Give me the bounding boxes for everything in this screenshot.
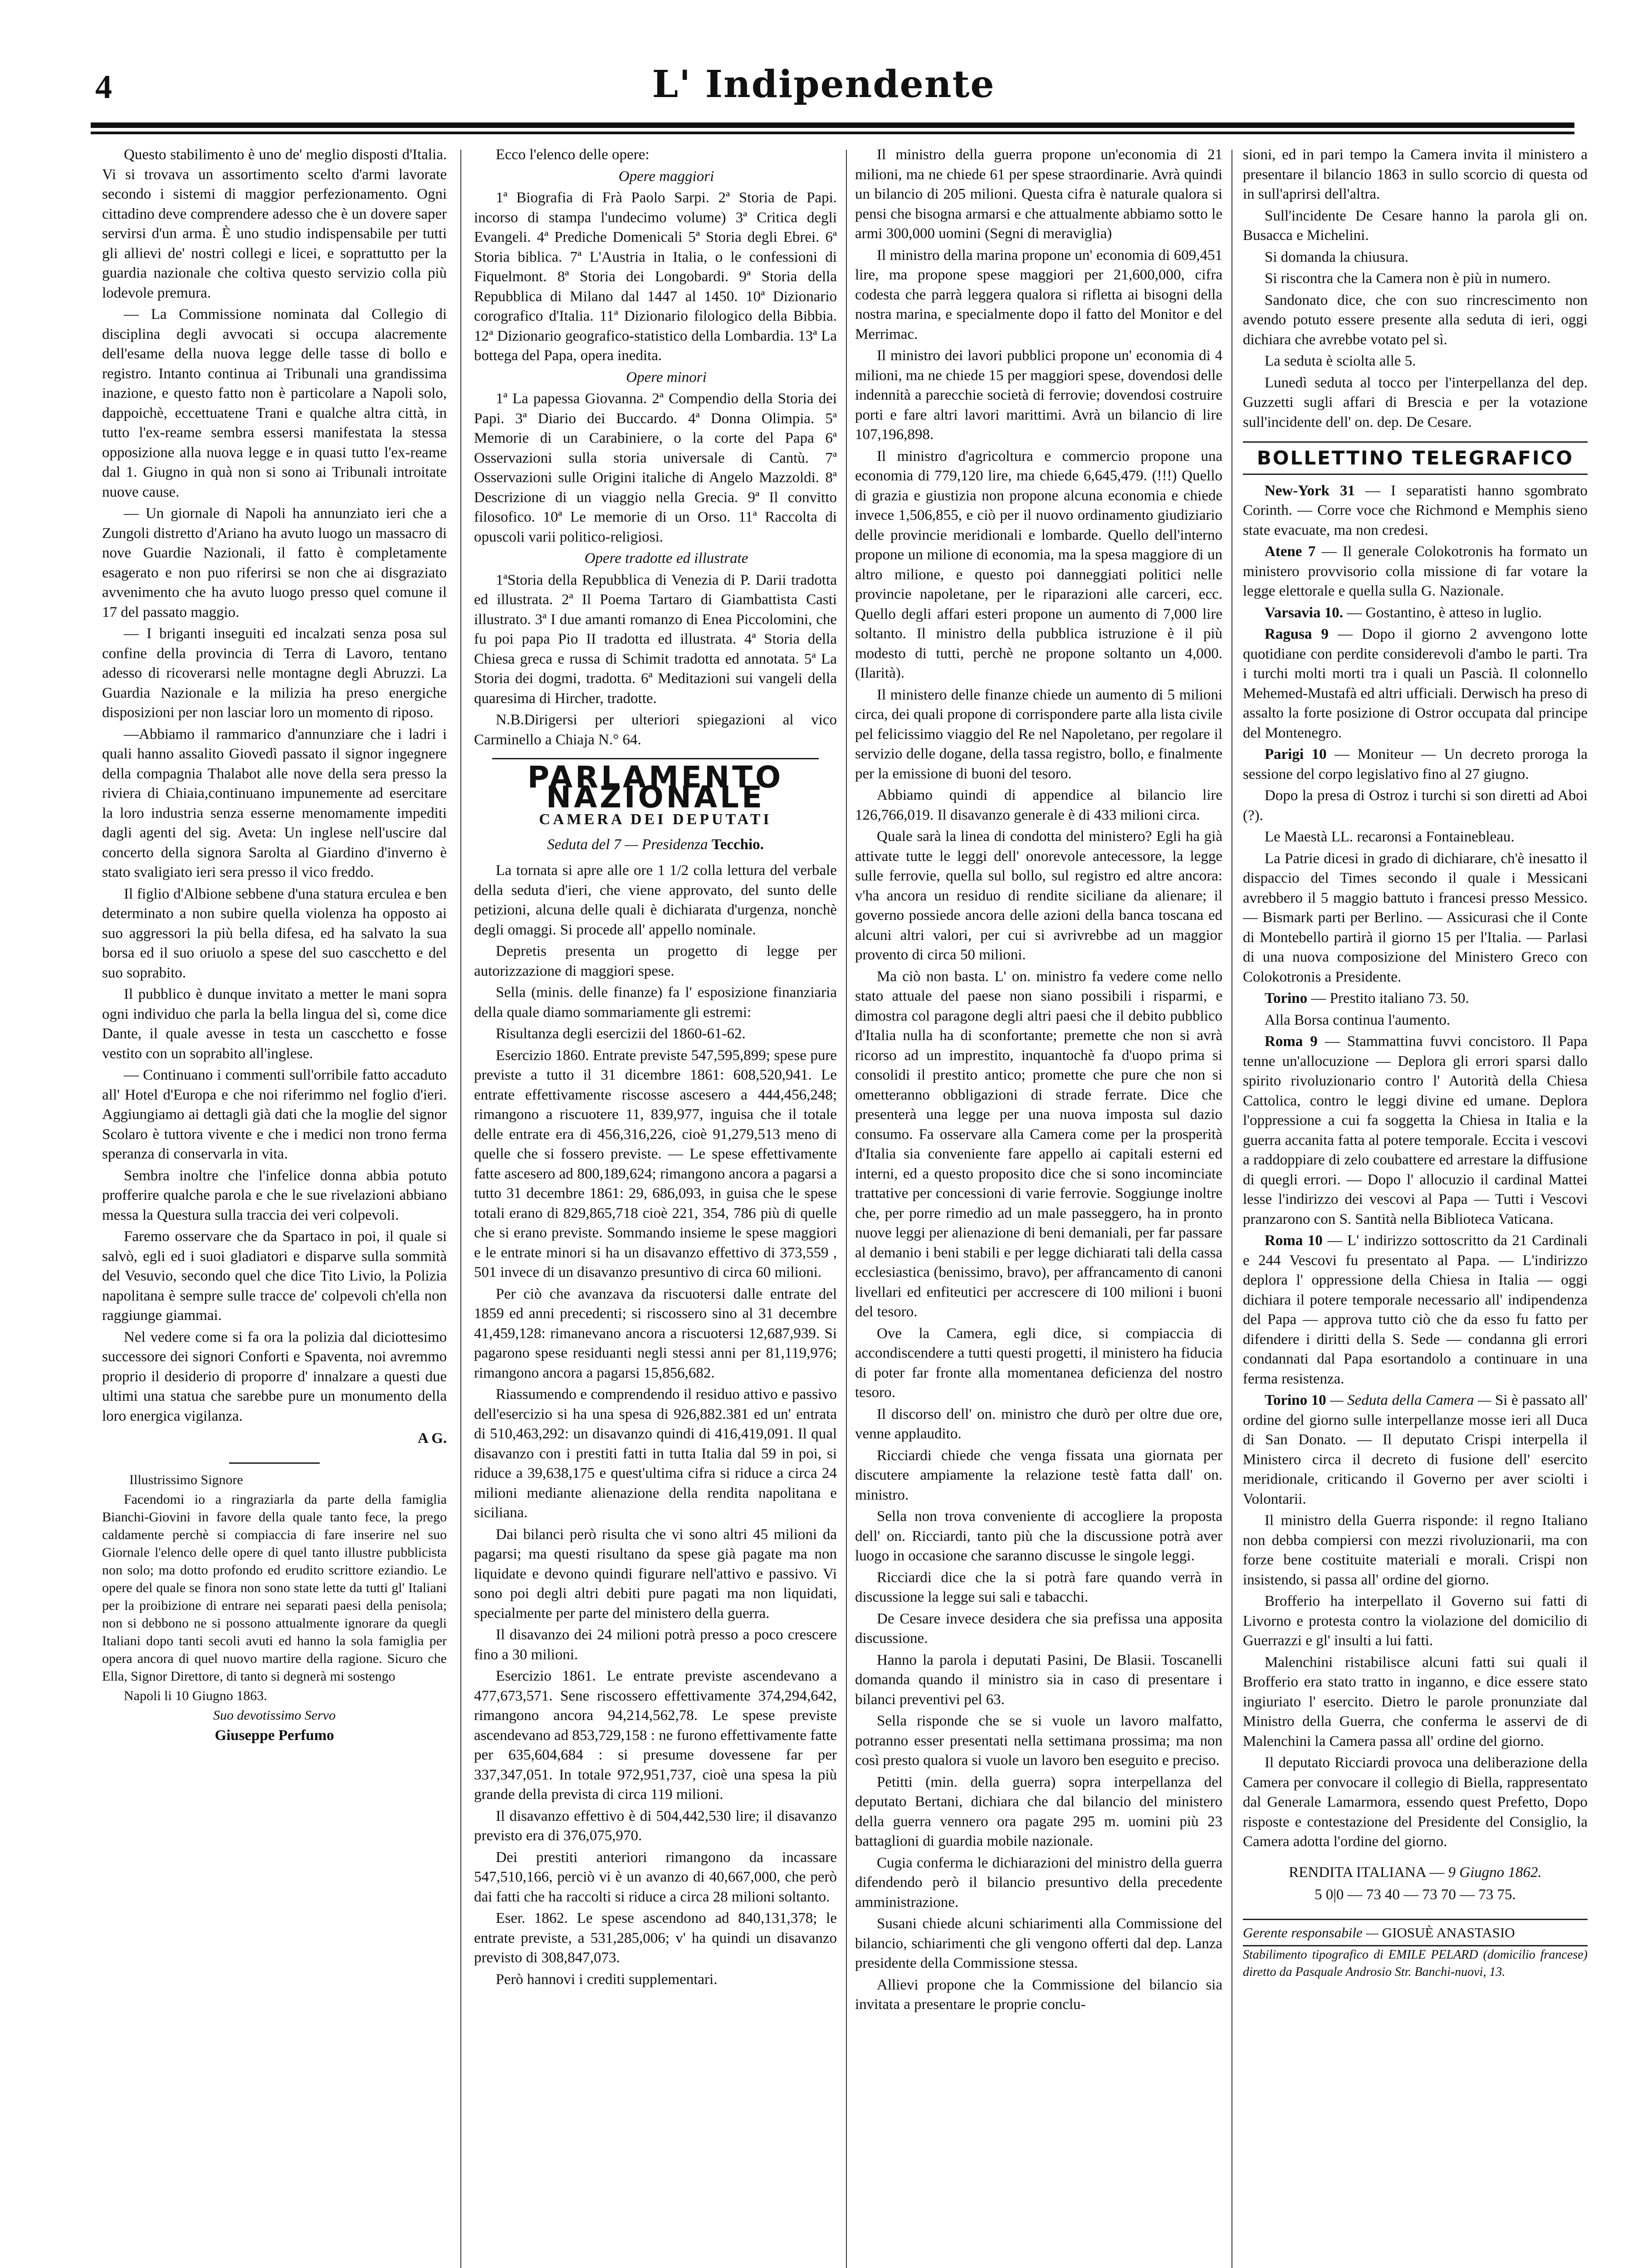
works-list: 1ª Biografia di Frà Paolo Sarpi. 2ª Storia de Papi. incorso di stampa l'undecimo volume) 3ª Critica degli Evangeli. 4ª Prediche Domenicali 5ª Storia degli Ebrei. 6ª Storia biblica. 7ª L'Austria in Italia, o le confessioni di Fiquelmont. 8ª Storia dei Longobardi. 9ª Storia della Repubblica di Milano dal 1447 al 1450. 10ª Dizionario corografico d'Italia. 11ª Dizionario filologico della Bibbia. 12ª Dizionario geografico-statistico della Lombardia. 13ª La bottega del Papa, opera inedita. (474, 190, 837, 364)
gerente-label: Gerente responsabile — (1243, 1924, 1379, 1941)
telegram-paragraph: Brofferio ha interpellato il Governo sui fatti di Livorno e protesta contro la violazione del domicilio di Guerrazzi e gl' insulti a lui fatti. (1243, 1593, 1588, 1649)
article-paragraph: sioni, ed in pari tempo la Camera invita il ministero a presentare il bilancio 1863 in sullo scorcio di questa od in sull'aprirsi dell'altra. (1243, 147, 1588, 202)
session-date: Seduta del 7 — Presidenza (547, 836, 708, 853)
article-paragraph: —Abbiamo il rammarico d'annunziare che i ladri i quali hanno assalito Giovedì passato il signor ingegnere della compagnia Thalabot alle nove della sera presso la riviera di Chiaia,continuano impunemente ad esercitare la loro industria senza esserne menomamente impediti dagli agenti del sig. Aveta: Un inglese nell'uscire dal concerto della signora Sarolta al Giardino d'inverno è stato svaligiato ieri sera presso il vico freddo. (102, 726, 447, 880)
header-rule (91, 122, 1574, 128)
article-paragraph: Per ciò che avanzava da riscuotersi dalle entrate del 1859 ed anni precedenti; si riscossero sino al 31 decembre 41,459,128: rimanevano ancora a riscuotersi 12,687,939. Si pagarono spese residuanti negli stessi anni per 81,119,976; rimangono ancora a pagarsi 15,856,682. (474, 1286, 837, 1381)
article-paragraph: — La Commissione nominata dal Collegio di disciplina degli avvocati si occupa alacremente dell'esame della nuova legge delle tasse di bollo e registro. Intanto continua ai Tribunali una grandissima inazione, e questo fatto non è particolare a Napoli solo, dappoichè, eccettuatene Trani e qualche altra città, in tutto l'ex-reame sembra essersi manifestata la stessa opposizione alla nuova legge e in quasi tutto l'ex-reame dal 1. Giugno in quà non si sono ai Tribunali introitate nuove cause. (102, 306, 447, 500)
section-divider (229, 1462, 320, 1464)
article-paragraph: Esercizio 1860. Entrate previste 547,595,899; spese pure previste a tutto il 31 dicembre 1861: 608,520,941. Le entrate effettivamente riscosse ascesero a 444,456,248; rimangono a riscuotere 11, 839,977, inguisa che il totale delle entrate era di 456,316,226, cioè 91,279,513 meno di quelle che si fossero previste. — Le spese effettivamente fatte ascesero ad 800,189,624; rimangono ancora a pagarsi a tutto 31 decembre 1861: 29, 686,093, in guisa che le spese totali erano di 829,865,718 cioè 221, 354, 786 più di quelle che si erano previste. Sommando insieme le spese maggiori e le entrate minori si ha un disavanzo effettivo di 373,559 , 501 invece di un disavanzo presuntivo di circa 60 milioni. (474, 1047, 837, 1281)
section-heading-bollettino: BOLLETTINO TELEGRAFICO (1243, 441, 1588, 475)
article-paragraph: Petitti (min. della guerra) sopra interpellanza del deputato Bertani, dichiara che dal bilancio del ministero della guerra vennero ora pagate 295 m. uomini più 23 battaglioni di guardia mobile nazionale. (855, 1774, 1222, 1849)
article-paragraph: Sella risponde che se si vuole un lavoro malfatto, potranno esser presentati nella settimana prossima; ma non così presto qualora si vuole un lavoro ben eseguito e preciso. (855, 1713, 1222, 1769)
article-paragraph: Si domanda la chiusura. (1265, 249, 1409, 265)
article-paragraph: Dei prestiti anteriori rimangono da incassare 547,510,166, perciò vi è un avanzo di 40,667,000, che però dai fatti che ha raccolti si riduce a circa 28 milioni soltanto. (474, 1849, 837, 1905)
letter-closing: Suo devotissimo Servo (213, 1707, 336, 1723)
letter-greeting: Illustrissimo Signore (129, 1472, 243, 1487)
printer-imprint: Stabilimento tipografico di EMILE PELARD (domicilio francese) diretto da Pasquale Androsio Str. Banchi-nuovi, 13. (1243, 1948, 1588, 1979)
article-paragraph: Nel vedere come si fa ora la polizia dal diciottesimo successore dei signori Conforti e Spaventa, noi avremmo proprio il desiderio di proporre d' innalzare a questi due ultimi una statua che sarebbe pure un monumento della loro energica vigilanza. (102, 1329, 447, 1424)
column-4 (1243, 145, 1588, 2268)
telegram-item (1243, 745, 1588, 784)
article-paragraph: Però hannovi i crediti supplementari. (496, 1971, 718, 1988)
telegram-city: Roma 10 (1265, 1232, 1323, 1249)
telegram-text: — Gostantino, è atteso in luglio. (1347, 604, 1542, 621)
telegram-item (1243, 1231, 1588, 1389)
telegram-subtitle: — Seduta della Camera — (1330, 1392, 1491, 1408)
telegram-city: Atene 7 (1265, 543, 1316, 560)
article-paragraph: — Un giornale di Napoli ha annunziato ieri che a Zungoli distretto d'Ariano ha avuto luogo un massacro di nove Guardie Nazionali, il fatto è completamente esagerato e non puo riferirsi se non che ai disgraziato avvenimento che ha avuto luogo presso quel comune il 17 del passato maggio. (102, 505, 447, 621)
page-header (0, 54, 1647, 127)
article-paragraph: Il ministro della marina propone un' economia di 609,451 lire, ma propone spese maggiori per 21,600,000, cifra codesta che parrà leggera qualora si rifletta ai bisogni della nostra marina, e specialmente dopo il fatto del Monitor e del Merrimac. (855, 247, 1222, 342)
works-intro: Ecco l'elenco delle opere: (496, 147, 650, 163)
article-paragraph: Sembra inoltre che l'infelice donna abbia potuto profferire qualche parola e che le sue rivelazioni abbiano messa la Questura sulla traccia dei veri colpevoli. (102, 1167, 447, 1223)
rendita-date: 9 Giugno 1862. (1448, 1864, 1542, 1881)
telegram-text: — Il generale Colokotronis ha formato un ministero provvisorio colla missione di far votare la legge elettorale e quella sulla G. Nazionale. (1243, 543, 1588, 599)
telegram-text: — Stammattina fuvvi concistoro. Il Papa tenne un'allocuzione — Deplora gli errori sparsi dallo spirito rivoluzionario contro l' Autorità della Chiesa Cattolica, contro le leggi divine ed umane. Deplora l'oppressione a cui fa soggetta la Chiesa in Italia e la guerra accanita fatta al potere temporale. Eccita i vescovi a raddoppiare di zelo coubattere ed arrestare la diffusione di quegli errori. — Dopo l' allocuzio il cardinal Mattei lesse l'indirizzo dei vescovi al Papa — Tutti i Vescovi pranzarono con S. Santità nella Biblioteca Vaticana. (1243, 1033, 1588, 1227)
article-paragraph: Depretis presenta un progetto di legge per autorizzazione di maggiori spese. (474, 943, 837, 979)
article-paragraph: Susani chiede alcuni schiarimenti alla Commissione del bilancio, schiarimenti che gli vengono offerti dal dep. Lanza presidente della Commissione stessa. (855, 1916, 1222, 1971)
article-paragraph: Si riscontra che la Camera non è più in numero. (1265, 270, 1551, 287)
letter-body: Facendomi io a ringraziarla da parte della famiglia Bianchi-Giovini in favore della quale tanto fece, la prego caldamente perchè si compiaccia di fare inserire nel suo Giornale l'elenco delle opere di quel tanto illustre pubblicista non solo; ma dotto profondo ed erudito scrittore eziandio. Le opere del quale se finora non sono state lette da tutti gl' Italiani per la proibizione di entrare nei separati paesi della penisola; non si debbono ne si possono attualmente ignorare da quegli Italiani dopo tanti secoli avuti ed hanno la sola famiglia per opera ancora di quel nuovo martire della ragione. Sicuro che Ella, Signor Direttore, di tanto si degnerà mi sostengo (102, 1491, 447, 1684)
section-heading-parlamento: PARLAMENTO NAZIONALE (527, 760, 784, 815)
article-paragraph: Sella (minis. delle finanze) fa l' esposizione finanziaria della quale diamo sommariamente gli estremi: (474, 984, 837, 1021)
telegram-item (1243, 481, 1588, 541)
article-paragraph: Questo stabilimento è uno de' meglio disposti d'Italia. Vi si trovava un assortimento scelto d'armi lavorate secondo i sistemi di maggior perfezionamento. Ogni cittadino deve comprendere adesso che è un dovere saper servirsi d'un arma. È uno studio indispensabile per tutti gli allievi de' nostri collegi e licei, e soprattutto per la guardia nazionale che coltiva questo servizio colla più lodevole premura. (102, 147, 447, 301)
article-signature: A G. (417, 1430, 447, 1447)
article-paragraph: Il pubblico è dunque invitato a metter le mani sopra ogni individuo che parla la bella lingua del sì, come dice Dante, il quale avesse in testa un cascchetto e fosse vestito con un soprabito all'inglese. (102, 986, 447, 1062)
gerente-line (1243, 1919, 1588, 1947)
masthead-title: L' Indipendente (652, 63, 995, 106)
column-divider (460, 150, 461, 2268)
telegram-item (1243, 542, 1588, 601)
article-paragraph: Allievi propone che la Commissione del bilancio sia invitata a presentare le proprie conclu- (855, 1976, 1222, 2013)
telegram-paragraph: Le Maestà LL. recaronsi a Fontainebleau. (1265, 829, 1515, 845)
rendita-values: 5 0|0 — 73 40 — 73 70 — 73 75. (1315, 1887, 1516, 1903)
article-paragraph: Ove la Camera, egli dice, si compiaccia di accondiscendere a tutti questi progetti, il ministero ha fiducia di poter far fronte alla momentanea deficienza del nostro tesoro. (855, 1325, 1222, 1401)
telegram-text: — L' indirizzo sottoscritto da 21 Cardinali e 244 Vescovi fu presentato al Papa. — L'indirizzo deplora l' oppressione della Chiesa in Italia — oggi dichiara il potere temporale necessario all' indipendenza del Papa — approva tutto ciò che da esso fu fatto per difendere i diritti della S. Sede — condanna gli errori condannati dal Papa esortandolo a continuare in una ferma resistenza. (1243, 1232, 1588, 1387)
article-paragraph: Ma ciò non basta. L' on. ministro fa vedere come nello stato attuale del paese non siano possibili i risparmi, e dimostra col paragone degli altri paesi che il debito pubblico d'Italia nulla ha di sconfortante; premette che non si avrà ricorso ad un imprestito, inquantochè fa d'uopo prima si consolidi il prestito antico; promette che pure che non si ometteranno obbligazioni di strade ferrate. Dice che presenterà una legge per una nuova imposta sul dazio consumo. Fa osservare alla Camera come per la prosperità d'Italia sia conveniente fare appello ai capitali esterni ed interni, ed a questo proposito dice che si sono incominciate trattative per concessioni di varie ferrovie. Soggiunge inoltre che, per porre rimedio ad un male passeggero, ha in pronto nuove leggi per alienazione di beni demaniali, per far passare al demanio i beni stabili e per legge dichiarati tali della cassa ecclesiastica (benissimo, bravo), per affrancamento di canoni livellari ed enfiteutici per accrescere di 100 milioni i buoni del tesoro. (855, 968, 1222, 1320)
article-paragraph: Lunedì seduta al tocco per l'interpellanza del dep. Guzzetti sugli affari di Brescia e per la votazione sull'incidente dell' on. dep. De Cesare. (1243, 374, 1588, 430)
telegram-city: Ragusa 9 (1265, 626, 1329, 642)
rendita-label: RENDITA ITALIANA — (1289, 1864, 1445, 1881)
telegram-paragraph: Il ministro della Guerra risponde: il regno Italiano non debba compiersi con mezzi rivoluzionarii, ma con forze bene costituite materiali e morali. Crispi non insistendo, si passa all' ordine del giorno. (1243, 1512, 1588, 1588)
article-paragraph: Faremo osservare che da Spartaco in poi, il quale si salvò, egli ed i suoi gladiatori e disparve sulla sommità del Vesuvio, secondo quel che dice Tito Livio, la Polizia napolitana è sempre sulle tracce de' colpevoli ch'ella non raggiunge giammai. (102, 1228, 447, 1324)
gerente-name: GIOSUÈ ANASTASIO (1382, 1924, 1515, 1941)
telegram-paragraph: La Patrie dicesi in grado di dichiarare, ch'è inesatto il dispaccio del Times secondo il quale i Messicani avrebbero il 5 maggio battuto i francesi presso Messico. — Bismark parti per Berlino. — Assicurasi che il Conte di Montebello partirà il giorno 15 per l'Italia. — Parlasi di una nuova composizione del Ministero Greco con Colokotronis a Presidente. (1243, 850, 1588, 985)
article-paragraph: Sella non trova conveniente di accogliere la proposta dell' on. Ricciardi, tanto più che la discussione potrà aver luogo in occasione che saranno discusse le singole leggi. (855, 1508, 1222, 1564)
column-2 (474, 145, 837, 2268)
works-list: 1ªStoria della Repubblica di Venezia di P. Darii tradotta ed illustrata. 2ª Il Poema Tartaro di Giambattista Casti illustrato. 3ª I due amanti romanzo di Enea Piccolomini, che fu poi papa Pio II tradotta ed illustrata. 4ª Storia della Chiesa greca e russa di Schimit tradotta ed annotata. 5ª La Storia dei dogmi, tradotta. 6ª Meditazioni sui vangeli della quaresima di Hircher, tradotte. (474, 572, 837, 707)
session-line (474, 835, 837, 855)
article-paragraph: Ricciardi chiede che venga fissata una giornata per discutere ampiamente la relazione testè fatta dall' on. ministro. (855, 1447, 1222, 1503)
works-heading: Opere minori (626, 369, 707, 386)
letter-date: Napoli li 10 Giugno 1863. (124, 1688, 267, 1703)
telegram-city: New-York 31 (1265, 482, 1355, 499)
rendita-line (1243, 1863, 1588, 1883)
works-heading: Opere tradotte ed illustrate (584, 550, 748, 567)
column-divider (846, 150, 847, 2268)
article-paragraph: — I briganti inseguiti ed incalzati senza posa sul confine della provincia di Terra di Lavoro, tentano adesso di ricoverarsi nelle montagne degli Abruzzi. La Guardia Nazionale e la milizia ha preso energiche disposizioni per non lasciar loro un momento di riposo. (102, 626, 447, 721)
works-note: N.B.Dirigersi per ulteriori spiegazioni al vico Carminello a Chiaja N.° 64. (474, 712, 837, 748)
works-list: 1ª La papessa Giovanna. 2ª Compendio della Storia dei Papi. 3ª Diario dei Buccardo. 4ª Donna Olimpia. 5ª Memorie di un Carabiniere, o la corte del Papa 6ª Osservazioni sulla storia universale di Cantù. 7ª Osservazioni sulle Origini italiche di Angelo Mazzoldi. 8ª Descrizione di un viaggio nella Grecia. 9ª Il convitto filosofico. 10ª Le memorie di un Orso. 11ª Raccolta di opuscoli varii politico-religiosi. (474, 391, 837, 545)
telegram-city: Torino 10 (1265, 1392, 1326, 1408)
article-paragraph: Il disavanzo effettivo è di 504,442,530 lire; il disavanzo previsto era di 376,075,970. (474, 1808, 837, 1844)
telegram-paragraph: Alla Borsa continua l'aumento. (1265, 1012, 1451, 1028)
article-paragraph: Il ministro dei lavori pubblici propone un' economia di 4 milioni, ma ne chiede 15 per maggiori spese, dovendosi delle indennità a parecchie società di ferrovie; dovendosi costruire porti e fare altri lavori marittimi. Avrà un bilancio di lire 107,196,898. (855, 347, 1222, 443)
telegram-item (1243, 1391, 1588, 1509)
article-paragraph: Eser. 1862. Le spese ascendono ad 840,131,378; le entrate previste, a 531,285,006; v' ha quindi un disavanzo previsto di 308,847,073. (474, 1910, 837, 1966)
article-paragraph: Il disavanzo dei 24 milioni potrà presso a poco crescere fino a 30 milioni. (474, 1627, 837, 1663)
article-paragraph: Quale sarà la linea di condotta del ministero? Egli ha già attivate tutte le leggi dell' onorevole antecessore, la legge sulle ferrovie, quella sul bollo, sul registro ed altre ancora: v'ha ancora un residuo di rendite siciliane da alienare; il governo possiede ancora delle azioni della banca toscana ed alcuni altri valori, per cui si avrivrebbe ad un maggior provento di circa 50 milioni. (855, 828, 1222, 963)
column-3 (855, 145, 1222, 2268)
telegram-city: Roma 9 (1265, 1033, 1318, 1050)
telegram-text: Si è passato all' ordine del giorno sulle interpellanze mosse ieri all Duca di San Donato. — Il deputato Crispi interpella il Ministero circa il decreto di fusione dell' esercito meridionale, criticando il Governo per aver sciolti i Volontarii. (1243, 1392, 1588, 1507)
telegram-item (1243, 625, 1588, 743)
telegram-text: — Dopo il giorno 2 avvengono lotte quotidiane con perdite considerevoli d'ambo le parti. Tra i turchi molti morti tra i quali un Pascià. Il colonnello Mehemed-Mustafà ed altri ufficiali. Derwisch ha preso di assalto la forte posizione di Ostror occupata dal principe del Montenegro. (1243, 626, 1588, 741)
section-divider (492, 758, 819, 759)
telegram-item (1243, 1032, 1588, 1229)
article-paragraph: Sull'incidente De Cesare hanno la parola gli on. Busacca e Michelini. (1243, 207, 1588, 244)
telegram-city: Torino (1265, 990, 1308, 1007)
telegram-paragraph: Il deputato Ricciardi provoca una deliberazione della Camera per convocare il collegio di Biella, rappresentato dal Generale Lamarmora, essendo quest Prefetto, Dopo risposte e contestazione del Presidente del Consiglio, la Camera adotta l'ordine del giorno. (1243, 1755, 1588, 1850)
page-number: 4 (95, 68, 112, 106)
telegram-text: — I separatisti hanno sgombrato Corinth. — Corre voce che Richmond e Memphis sieno state evacuate, ma non credesi. (1243, 482, 1588, 538)
telegram-city: Varsavia 10. (1265, 604, 1343, 621)
article-paragraph: Il ministero delle finanze chiede un aumento di 5 milioni circa, dei quali propone di corrispondere parte alla lista civile pel felicissimo viaggio del Re nel Napoletano, per regolare il servizio delle dogane, della tassa registro, bollo, e finalmente per la emissione di buoni del tesoro. (855, 686, 1222, 782)
article-paragraph: Dai bilanci però risulta che vi sono altri 45 milioni da pagarsi; ma questi risultano da spese già pagate ma non liquidate e devono quindi figurare nell'attivo e passivo. Vi sono poi degli altri debiti pure pagati ma non liquidati, specialmente per parte del ministero della guerra. (474, 1526, 837, 1622)
article-paragraph: Risultanza degli esercizii del 1860-61-62. (496, 1026, 746, 1042)
article-paragraph: Hanno la parola i deputati Pasini, De Blasii. Toscanelli domanda quando il ministro sia in caso di presentare i bilanci preventivi pel 63. (855, 1652, 1222, 1708)
article-paragraph: Cugia conferma le dichiarazioni del ministro della guerra difendendo però il bilancio presuntivo della precedente amministrazione. (855, 1854, 1222, 1911)
column-1 (102, 145, 447, 2268)
article-paragraph: Ricciardi dice che la si potrà fare quando verrà in discussione la legge sui sali e tabacchi. (855, 1569, 1222, 1605)
article-paragraph: La seduta è sciolta alle 5. (1265, 353, 1416, 369)
article-paragraph: Il ministro d'agricoltura e commercio propone una economia di 779,120 lire, ma chiede 6,645,479. (!!!) Quello di grazia e giustizia non propone alcuna economia e chiede invece 1,506,855, e ciò per il nuovo ordinamento giudiziario delle provincie meridionali e lombarde. Quello dell'interno propone un milione di economia, ma la spesa maggiore di un altro milione, e questo poi danneggiati politici nelle provincie napoletane, per le riparazioni alle carceri, ecc. Quello degli affari esteri propone un aumento di 7,000 lire soltanto. Il ministro della pubblica istruzione è il più modesto di tutti, perchè ne propone soltanto un 4,000. (Ilarità). (855, 448, 1222, 681)
telegram-paragraph: Malenchini ristabilisce alcuni fatti sui quali il Brofferio era stato tratto in inganno, e dice essere stato ingiuriato l' esercito. Dietro le parole pronunziate dal Ministro della Guerra, che conferma le asservi de di Malenchini la Camera passa all' ordine del giorno. (1243, 1654, 1588, 1750)
article-paragraph: Il figlio d'Albione sebbene d'una statura erculea e ben determinato a non subire quella violenza ha opposto ai suo aggressori la più bella difesa, ed ha salvato la sua borsa ed il suo oriuolo a spese del suo cascchetto e del suo soprabito. (102, 885, 447, 981)
article-paragraph: — Continuano i commenti sull'orribile fatto accaduto all' Hotel d'Europa e che noi riferimmo nel foglio d'ieri. Aggiungiamo ai dettagli già dati che la moglie del signor Scolaro è tuttora vivente e che i medici non trono ferma speranza di conservarla in vita. (102, 1067, 447, 1162)
telegram-text: — Moniteur — Un decreto proroga la sessione del corpo legislativo fino al 27 giugno. (1243, 746, 1588, 782)
article-paragraph: Riassumendo e comprendendo il residuo attivo e passivo dell'esercizio si ha una spesa di 926,882.381 ed un' entrata di 510,463,292: un disavanzo quindi di 416,419,091. Il qual disavanzo con i prestiti fatti in tutta Italia dal 59 in poi, si riduce a 39,638,175 e quest'ultima cifra si riduce a circa 24 milioni mediante alienazione della rendita napolitana e siciliana. (474, 1386, 837, 1521)
session-president: Tecchio. (711, 836, 764, 853)
article-paragraph: Il discorso dell' on. ministro che durò per oltre due ore, venne applaudito. (855, 1406, 1222, 1442)
section-subheading-camera: CAMERA DEI DEPUTATI (539, 811, 772, 828)
letter-signature: Giuseppe Perfumo (215, 1727, 334, 1744)
article-paragraph: Abbiamo quindi di appendice al bilancio lire 126,766,019. Il disavanzo generale è di 433 milioni circa. (855, 787, 1222, 823)
article-paragraph: Esercizio 1861. Le entrate previste ascendevano a 477,673,571. Sene riscossero effettivamente 374,294,642, rimangono ancora 94,214,562,78. Le spese previste ascendevano ad 853,729,158 : ne furono effettivamente fatte per 635,604,684 : si presume dovessene far per 337,347,051. In totale 972,951,737, cioè una spesa la più grande della prevista di circa 119 milioni. (474, 1668, 837, 1803)
telegram-item (1243, 989, 1588, 1009)
telegram-city: Parigi 10 (1265, 746, 1327, 763)
telegram-item (1243, 603, 1588, 623)
header-rule-thin (91, 132, 1574, 134)
article-paragraph: Il ministro della guerra propone un'economia di 21 milioni, ma ne chiede 61 per spese straordinarie. Avrà quindi un bilancio di 205 milioni. Questa cifra è naturale qualora si pensi che bisogna armarsi e che attualmente abbiamo sotto le armi 300,000 uomini (Segni di meraviglia) (855, 147, 1222, 242)
article-paragraph: De Cesare invece desidera che sia prefissa una apposita discussione. (855, 1610, 1222, 1647)
telegram-paragraph: Dopo la presa di Ostroz i turchi si son diretti ad Aboi (?). (1243, 787, 1588, 824)
works-heading: Opere maggiori (618, 168, 714, 185)
article-paragraph: La tornata si apre alle ore 1 1/2 colla lettura del verbale della seduta d'ieri, che viene approvato, del sunto delle petizioni, alcuna delle quali è dichiarata d'urgenza, nonchè degli omaggi. Si procede all' appello nominale. (474, 862, 837, 938)
article-paragraph: Sandonato dice, che con suo rincrescimento non avendo potuto essere presente alla seduta di ieri, oggi dichiara che avrebbe votato pel sì. (1243, 292, 1588, 348)
telegram-text: — Prestito italiano 73. 50. (1311, 990, 1469, 1007)
